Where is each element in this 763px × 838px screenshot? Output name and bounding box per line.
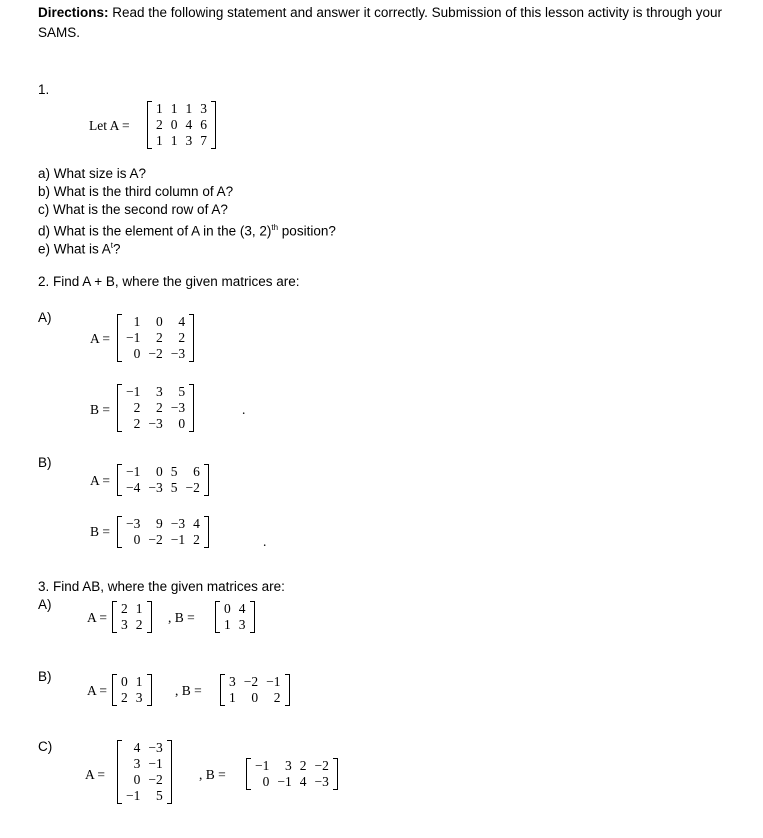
- matrix-row: [122, 416, 189, 432]
- q1-part-e: [38, 237, 121, 259]
- matrix-entry: −1: [126, 464, 141, 479]
- q2b-b-suffix: .: [263, 534, 267, 549]
- matrix-entry: −3: [148, 740, 163, 755]
- q1-part-e-sup: t: [110, 241, 114, 250]
- matrix-row: [117, 690, 147, 706]
- matrix-entry: 1: [156, 101, 163, 116]
- matrix-entry: −4: [126, 480, 141, 495]
- matrix-row: [117, 617, 147, 633]
- matrix-row: [152, 117, 211, 133]
- matrix-entry: 2: [133, 400, 141, 415]
- q3a-matrix-b: [215, 601, 255, 633]
- matrix-row: [122, 400, 189, 416]
- matrix-entry: 0: [170, 117, 178, 132]
- matrix-entry: −3: [148, 480, 163, 495]
- matrix-entry: −1: [126, 384, 141, 399]
- matrix-entry: 4: [193, 516, 200, 531]
- q3b-a-label: A =: [87, 683, 107, 698]
- q2a-b-label: B =: [90, 402, 110, 417]
- q3c-matrix-b-grid: [251, 758, 333, 790]
- q2a-matrix-b-grid: [122, 384, 189, 432]
- matrix-entry: 1: [229, 690, 236, 705]
- matrix-row: [152, 133, 211, 149]
- matrix-row: [251, 758, 333, 774]
- directions-label: Directions:: [38, 5, 109, 20]
- q2-title: 2. Find A + B, where the given matrices are:: [38, 274, 300, 289]
- matrix-entry: −1: [277, 774, 292, 789]
- matrix-entry: 4: [238, 601, 246, 616]
- q1-let-label: Let A =: [89, 118, 130, 133]
- matrix-entry: −3: [314, 774, 329, 789]
- q3a-letter: A): [38, 597, 52, 612]
- q2a-matrix-b: [117, 384, 194, 432]
- q3b-sep: , B =: [175, 683, 202, 698]
- matrix-entry: −1: [170, 532, 186, 547]
- q3a-sep: , B =: [168, 610, 195, 625]
- matrix-row: [122, 516, 204, 532]
- matrix-entry: 1: [170, 101, 178, 116]
- matrix-entry: 6: [193, 464, 200, 479]
- matrix-entry: 2: [178, 330, 186, 345]
- q1-part-e-text: e) What is A: [38, 241, 111, 257]
- matrix-entry: −3: [170, 516, 186, 531]
- matrix-entry: 2: [133, 416, 141, 431]
- matrix-entry: 1: [135, 601, 143, 616]
- q2b-letter: B): [38, 455, 52, 470]
- matrix-entry: −2: [148, 346, 163, 361]
- matrix-entry: −1: [126, 330, 141, 345]
- q3b-matrix-b: [220, 674, 290, 706]
- matrix-entry: 2: [193, 532, 200, 547]
- matrix-row: [122, 532, 204, 548]
- matrix-entry: 2: [156, 117, 163, 132]
- q1-part-a: a) What size is A?: [38, 166, 147, 181]
- matrix-entry: −2: [243, 674, 259, 689]
- q3b-letter: B): [38, 669, 52, 684]
- matrix-row: [220, 601, 250, 617]
- matrix-entry: 0: [133, 532, 141, 547]
- q1-matrix-a: [147, 101, 216, 149]
- matrix-entry: 2: [121, 690, 128, 705]
- matrix-entry: 1: [185, 101, 193, 116]
- q1-number: 1.: [38, 82, 50, 97]
- matrix-entry: 3: [229, 674, 236, 689]
- matrix-entry: 1: [170, 133, 178, 148]
- matrix-entry: 3: [135, 690, 143, 705]
- q3c-sep: , B =: [199, 767, 226, 782]
- matrix-row: [251, 774, 333, 790]
- q3c-matrix-b: [246, 758, 338, 790]
- matrix-row: [220, 617, 250, 633]
- q3c-matrix-a: [117, 740, 172, 804]
- matrix-entry: −1: [255, 758, 270, 773]
- matrix-entry: 0: [133, 346, 141, 361]
- q2b-a-label: A =: [90, 473, 110, 488]
- matrix-entry: 2: [299, 758, 307, 773]
- directions-paragraph: [38, 3, 763, 43]
- matrix-entry: 2: [135, 617, 143, 632]
- matrix-row: [122, 330, 189, 346]
- matrix-entry: 3: [133, 756, 141, 771]
- matrix-entry: −1: [266, 674, 281, 689]
- q2a-matrix-a-grid: [122, 314, 189, 362]
- matrix-entry: −3: [170, 346, 186, 361]
- matrix-row: [117, 601, 147, 617]
- q3a-a-label: A =: [87, 610, 107, 625]
- matrix-entry: 3: [185, 133, 193, 148]
- q3c-a-label: A =: [85, 767, 105, 782]
- matrix-row: [122, 756, 167, 772]
- matrix-entry: −2: [148, 772, 163, 787]
- q3c-letter: C): [38, 739, 53, 754]
- matrix-entry: 0: [178, 416, 186, 431]
- q3b-matrix-b-grid: [225, 674, 285, 706]
- matrix-entry: 0: [156, 314, 163, 329]
- matrix-row: [122, 772, 167, 788]
- matrix-entry: 4: [178, 314, 186, 329]
- q3b-matrix-a-grid: [117, 674, 147, 706]
- matrix-entry: 1: [133, 314, 141, 329]
- matrix-entry: 3: [200, 101, 207, 116]
- q3a-matrix-b-grid: [220, 601, 250, 633]
- matrix-entry: 2: [121, 601, 128, 616]
- matrix-entry: 2: [156, 330, 163, 345]
- matrix-row: [122, 314, 189, 330]
- matrix-entry: 4: [299, 774, 307, 789]
- matrix-entry: 3: [121, 617, 128, 632]
- matrix-entry: 6: [200, 117, 207, 132]
- matrix-row: [225, 674, 285, 690]
- matrix-entry: 4: [133, 740, 141, 755]
- matrix-entry: 5: [170, 480, 178, 495]
- matrix-row: [122, 480, 204, 496]
- matrix-entry: 0: [121, 674, 128, 689]
- q1-part-d-text: d) What is the element of A in the (3, 2): [38, 223, 272, 239]
- q1-part-e-post: ?: [113, 241, 121, 257]
- q3a-matrix-a-grid: [117, 601, 147, 633]
- matrix-entry: 7: [200, 133, 207, 148]
- q2b-matrix-b-grid: [122, 516, 204, 548]
- directions-text: Read the following statement and answer it correctly. Submission of this lesson activity is through your SAMS.: [38, 5, 723, 40]
- matrix-entry: 5: [170, 464, 178, 479]
- matrix-entry: −3: [170, 400, 186, 415]
- q2b-matrix-a: [117, 464, 209, 496]
- matrix-row: [225, 690, 285, 706]
- q3a-matrix-a: [112, 601, 152, 633]
- matrix-entry: 0: [262, 774, 270, 789]
- q2b-matrix-a-grid: [122, 464, 204, 496]
- matrix-entry: 3: [285, 758, 292, 773]
- matrix-entry: −1: [126, 788, 141, 803]
- q2a-a-label: A =: [90, 331, 110, 346]
- q2b-b-label: B =: [90, 524, 110, 539]
- matrix-entry: 0: [224, 601, 231, 616]
- q1-part-c: c) What is the second row of A?: [38, 202, 228, 217]
- matrix-entry: 2: [273, 690, 281, 705]
- matrix-entry: 3: [238, 617, 246, 632]
- matrix-row: [122, 464, 204, 480]
- matrix-entry: −2: [185, 480, 200, 495]
- matrix-entry: −2: [148, 532, 163, 547]
- matrix-entry: 5: [178, 384, 186, 399]
- matrix-row: [122, 346, 189, 362]
- matrix-entry: 0: [156, 464, 163, 479]
- q2a-letter: A): [38, 310, 52, 325]
- matrix-row: [152, 101, 211, 117]
- q3c-matrix-a-grid: [122, 740, 167, 804]
- matrix-row: [117, 674, 147, 690]
- q1-part-b: b) What is the third column of A?: [38, 184, 234, 199]
- q2a-matrix-a: [117, 314, 194, 362]
- q1-part-d-post: position?: [278, 223, 336, 239]
- q1-matrix-a-grid: [152, 101, 211, 149]
- matrix-entry: 1: [224, 617, 231, 632]
- matrix-entry: −3: [148, 416, 163, 431]
- matrix-row: [122, 740, 167, 756]
- matrix-entry: 1: [135, 674, 143, 689]
- matrix-entry: −3: [126, 516, 141, 531]
- q1-part-d-sup: th: [271, 223, 279, 232]
- matrix-entry: 2: [156, 400, 163, 415]
- matrix-entry: 3: [156, 384, 163, 399]
- q2b-matrix-b: [117, 516, 209, 548]
- matrix-entry: 0: [251, 690, 259, 705]
- matrix-row: [122, 788, 167, 804]
- matrix-entry: −1: [148, 756, 163, 771]
- q2a-b-suffix: .: [242, 402, 246, 417]
- matrix-entry: 0: [133, 772, 141, 787]
- matrix-entry: 4: [185, 117, 193, 132]
- matrix-entry: 9: [156, 516, 163, 531]
- matrix-entry: −2: [314, 758, 329, 773]
- q3b-matrix-a: [112, 674, 152, 706]
- matrix-entry: 5: [156, 788, 163, 803]
- matrix-row: [122, 384, 189, 400]
- q3-title: 3. Find AB, where the given matrices are:: [38, 579, 285, 594]
- matrix-entry: 1: [156, 133, 163, 148]
